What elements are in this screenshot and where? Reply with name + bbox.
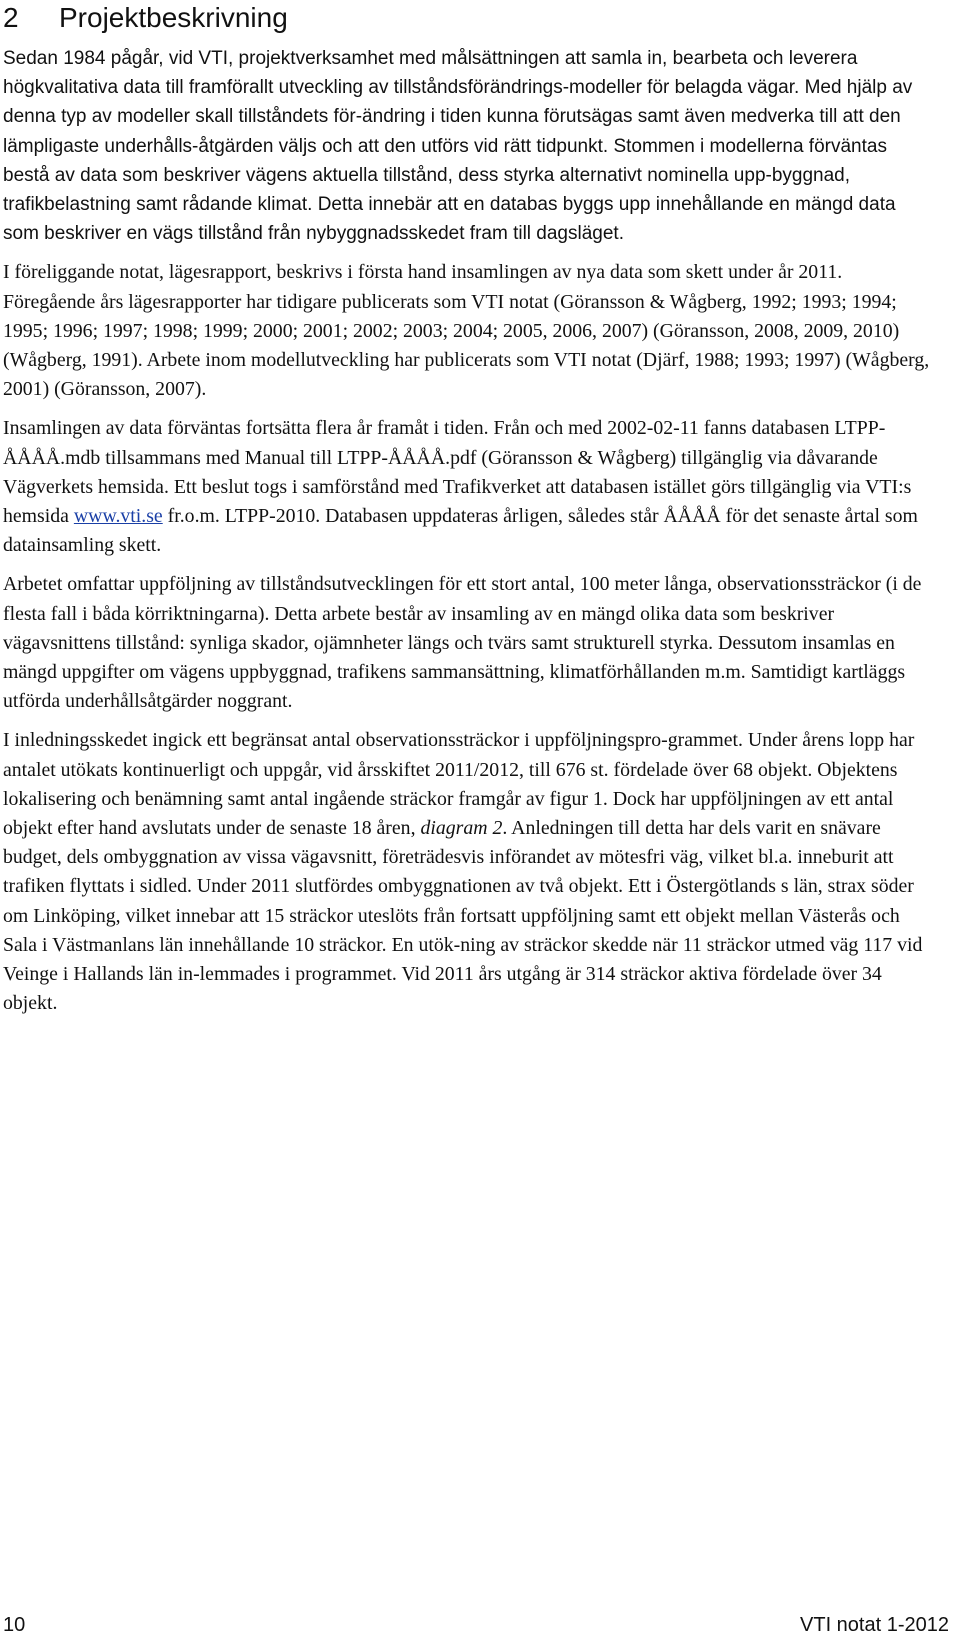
paragraph-3: [3, 414, 931, 560]
paragraph-5: [3, 726, 931, 1018]
vti-website-link[interactable]: www.vti.se: [73, 505, 163, 528]
section-title: Projektbeskrivning: [59, 2, 288, 33]
paragraph-5-text-a: I inledningsskedet ingick ett begränsat antal observationssträckor i uppföljningspro-grammet. Under årens lopp har antalet utökats kontinuerligt och uppgår, vid årsskiftet 2011/2012, till 676 st. fördelade över 68 objekt. Objektens lokalisering och benämning samt antal ingående sträckor framgår av figur 1. Dock har uppföljningen av ett antal objekt efter hand avslutats under de senaste 18 åren,: [3, 729, 915, 840]
paragraph-4: Arbetet omfattar uppföljning av tillståndsutvecklingen för ett stort antal, 100 meter långa, observationssträckor (i de flesta fall i båda körriktningarna). Detta arbete består av insamling av en mängd olika data som beskriver vägavsnittens tillstånd: synliga skador, ojämnheter längs och tvärs samt strukturell styrka. Dessutom insamlas en mängd uppgifter om vägens uppbyggnad, trafikens sammansättning, klimatförhållanden m.m. Samtidigt kartläggs utförda underhållsåtgärder noggrant.: [3, 573, 922, 713]
paragraph-1: [3, 44, 931, 248]
section-number: 2: [3, 2, 19, 33]
page-number: 10: [3, 1614, 26, 1636]
diagram-reference: diagram 2: [420, 817, 503, 840]
paragraph-5-text-b: . Anledningen till detta har dels varit en snävare budget, dels ombyggnation av vissa vägavsnitt, företrädesvis införandet av mötesfri väg, vilket bl.a. inneburit att trafiken flyttats i sidled. Under 2011 slutfördes ombyggnationen av två objekt. Ett i Östergötlands s län, strax söder om Linköping, vilket innebar att 15 sträckor uteslöts från fortsatt uppföljning samt ett objekt mellan Västerås och Sala i Västmanlans län innehållande 10 sträckor. En utök-ning av sträckor skedde när 11 sträckor utmed väg 117 vid Veinge i Hallands län in-lemmades i programmet. Vid 2011 års utgång är 314 sträckor aktiva fördelade över 34 objekt.: [3, 817, 923, 1015]
body-text: [3, 44, 931, 1029]
paragraph-2: I föreliggande notat, lägesrapport, beskrivs i första hand insamlingen av nya data som skett under år 2011. Föregående års lägesrapporter har tidigare publicerats som VTI notat (Göransson & Wågberg, 1992; 1993; 1994; 1995; 1996; 1997; 1998; 1999; 2000; 2001; 2002; 2003; 2004; 2005, 2006, 2007) (Göransson, 2008, 2009, 2010) (Wågberg, 1991). Arbete inom modellutveckling har publicerats som VTI notat (Djärf, 1988; 1993; 1997) (Wågberg, 2001) (Göransson, 2007).: [3, 261, 930, 401]
paragraph-1-text: Sedan 1984 pågår, vid VTI, projektverksamhet med målsättningen att samla in, bearbeta och leverera högkvalitativa data till framförallt utveckling av tillståndsförändrings-modeller för belagda vägar. Med hjälp av denna typ av modeller skall tillståndets för-ändring i tiden kunna förutsägas samt även medverka till att den lämpligaste underhålls-åtgärden väljs och att den utförs vid rätt tidpunkt. Stommen i modellerna förväntas bestå av data som beskriver vägens aktuella tillstånd, dess styrka alternativt nominella upp-byggnad, trafikbelastning samt rådande klimat. Detta innebär att en databas byggs upp innehållande en mängd data som beskriver en vägs tillstånd från nybyggnadsskedet fram till dagsläget.: [3, 48, 913, 245]
section-heading: [3, 2, 288, 34]
publication-label: VTI notat 1-2012: [800, 1614, 949, 1636]
paragraph-3-text-b: fr.o.m. LTPP-2010. Databasen uppdateras årligen, således står ÅÅÅÅ för det senaste årtal som datainsamling skett.: [3, 505, 918, 557]
paragraph-3-text-a: Insamlingen av data förväntas fortsätta flera år framåt i tiden. Från och med 2002-02-11 fanns databasen LTPP-ÅÅÅÅ.mdb tillsammans med Manual till LTPP-ÅÅÅÅ.pdf (Göransson & Wågberg) tillgänglig via dåvarande Vägverkets hemsida. Ett beslut togs i samförstånd med Trafikverket att databasen istället görs tillgänglig via VTI:s hemsida: [3, 417, 912, 528]
